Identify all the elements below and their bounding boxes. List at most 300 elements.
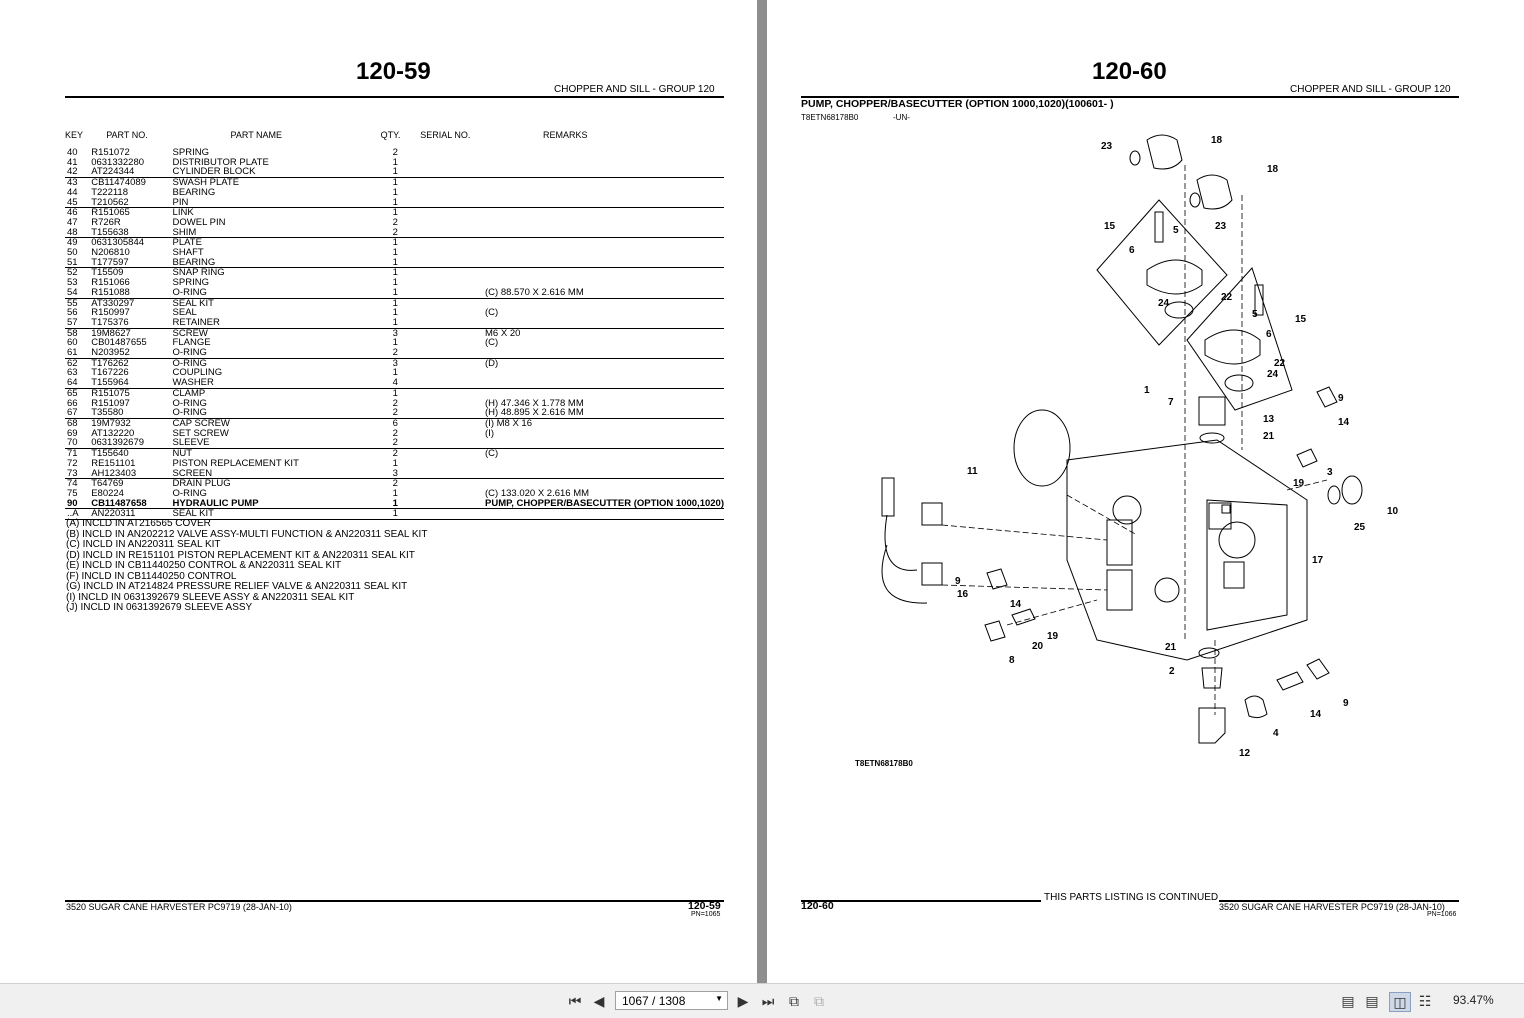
elbow-fitting-top: [1147, 135, 1182, 169]
cell-serial: [420, 308, 485, 318]
cell-part-name: SNAP RING: [172, 267, 225, 279]
col-partno-header: PART NO.: [106, 130, 148, 140]
figure-ref-un: -UN-: [893, 113, 910, 122]
cell-remarks: [485, 158, 724, 168]
cell-part-no: AT224344: [91, 167, 172, 177]
right-page: [767, 0, 1524, 983]
two-page-continuous-icon[interactable]: ☷: [1418, 992, 1432, 1009]
cell-serial: [420, 499, 485, 509]
cell-part-no: CB11487658: [91, 499, 172, 509]
cell-key: 53: [67, 277, 78, 289]
table-row: [65, 167, 724, 177]
cell-qty: 1: [392, 177, 398, 189]
footnote: (C) INCLD IN AN220311 SEAL KIT: [66, 539, 221, 550]
cell-key: 70: [65, 438, 91, 448]
cell-key: 65: [67, 387, 78, 399]
cell-key: 60: [67, 337, 78, 349]
footer-page-number: 120-60: [801, 900, 834, 912]
exploded-parts-diagram: [767, 0, 1524, 983]
cell-remarks: [485, 268, 724, 278]
callout-label: 23: [1101, 141, 1113, 152]
callout-label: 18: [1211, 135, 1223, 146]
cell-part-name: CYLINDER BLOCK: [173, 167, 381, 177]
cell-part-name: SCREEN: [173, 469, 381, 479]
prev-page-icon[interactable]: ◀: [593, 992, 605, 1009]
table-row: [65, 198, 724, 208]
figure-ref-code: T8ETN68178B0: [801, 113, 859, 122]
cell-part-no: N206810: [91, 247, 130, 259]
cell-key: 47: [67, 216, 78, 228]
cell-qty: 2: [381, 408, 421, 418]
cell-serial: [420, 228, 485, 238]
cell-serial: [420, 248, 485, 258]
first-page-icon[interactable]: ⏮: [568, 992, 582, 1009]
callout-label: 5: [1173, 225, 1179, 236]
cell-qty: 3: [392, 327, 398, 339]
cell-part-no: AH123403: [91, 469, 172, 479]
callout-label: 3: [1327, 467, 1333, 478]
cell-part-no: R151065: [91, 207, 130, 219]
cell-remarks: (H) 47.346 X 1.778 MM: [485, 397, 584, 409]
cell-serial: [420, 188, 485, 198]
page-gap: [757, 0, 767, 983]
cell-serial: [420, 378, 485, 388]
callout-label: 20: [1032, 641, 1044, 652]
cell-part-name: SEAL KIT: [172, 297, 214, 309]
group-title: CHOPPER AND SILL - GROUP 120: [1290, 84, 1451, 95]
cell-remarks: [485, 378, 724, 388]
callout-label: 14: [1338, 417, 1350, 428]
cell-serial: [420, 489, 485, 499]
cell-remarks: [485, 438, 724, 448]
footer-pn: PN=1065: [691, 911, 721, 918]
viewer-toolbar: [0, 983, 1524, 1018]
figure-title: PUMP, CHOPPER/BASECUTTER (OPTION 1000,1020)(100601- ): [801, 98, 1114, 110]
cell-key: 66: [67, 397, 78, 409]
footnote: (D) INCLD IN RE151101 PISTON REPLACEMENT KIT & AN220311 SEAL KIT: [66, 549, 415, 561]
cell-part-no: T175376: [91, 318, 172, 328]
cell-qty: 1: [381, 167, 421, 177]
cell-key: ..A: [65, 509, 91, 520]
cell-key: 57: [65, 318, 91, 328]
table-row: [65, 288, 724, 298]
footnotes: [66, 519, 427, 614]
cell-remarks: (H) 48.895 X 2.616 MM: [485, 408, 724, 418]
cell-part-no: 0631332280: [91, 156, 145, 168]
header-rule: [65, 96, 724, 98]
cell-serial: [420, 208, 485, 218]
cell-remarks: (I): [485, 427, 494, 439]
cell-key: 49: [67, 237, 78, 249]
cell-key: 74: [67, 478, 78, 490]
cell-serial: [420, 479, 485, 489]
cell-qty: 2: [392, 448, 398, 460]
cell-key: 68: [67, 417, 78, 429]
callout-label: 6: [1266, 329, 1272, 340]
cell-qty: 1: [392, 337, 398, 349]
cell-qty: 1: [392, 387, 398, 399]
cell-remarks: [485, 298, 724, 308]
callout-label: 6: [1129, 245, 1135, 256]
cell-remarks: (D): [485, 357, 499, 369]
footnote: (E) INCLD IN CB11440250 CONTROL & AN220311 SEAL KIT: [66, 560, 342, 571]
cell-part-no: R150997: [91, 307, 130, 319]
footnote: (B) INCLD IN AN202212 VALVE ASSY-MULTI FUNCTION & AN220311 SEAL KIT: [66, 528, 428, 540]
cell-serial: [420, 238, 485, 248]
callout-label: 13: [1263, 414, 1275, 425]
cell-qty: 1: [381, 509, 421, 520]
cell-remarks: (C) 133.020 X 2.616 MM: [485, 487, 590, 499]
callout-label: 18: [1267, 164, 1279, 175]
cell-key: 75: [67, 487, 78, 499]
cell-qty: 1: [392, 367, 398, 379]
cell-qty: 1: [381, 499, 421, 509]
cell-qty: 1: [392, 207, 398, 219]
cell-remarks: [485, 228, 724, 238]
cell-part-name: O-RING: [173, 348, 381, 358]
cell-qty: 1: [392, 487, 398, 499]
flange-detail-frame-2: [1187, 268, 1292, 410]
cell-remarks: [485, 459, 724, 469]
cell-key: 58: [67, 327, 78, 339]
parts-table: [65, 130, 724, 520]
cell-part-name: O-RING: [172, 397, 207, 409]
cell-serial: [420, 399, 485, 409]
table-row: [65, 499, 724, 509]
footer-page-number: 120-59: [688, 900, 721, 912]
cell-part-no: R726R: [91, 216, 121, 228]
group-title: CHOPPER AND SILL - GROUP 120: [554, 84, 715, 95]
paste-page-icon[interactable]: ⧉: [814, 992, 824, 1009]
cell-part-no: T210562: [91, 198, 172, 208]
footnote: (I) INCLD IN 0631392679 SLEEVE ASSY & AN220311 SEAL KIT: [66, 591, 355, 603]
col-remarks-header: REMARKS: [543, 130, 588, 140]
page-number-select[interactable]: [615, 991, 728, 1010]
cell-part-no: 0631305844: [91, 237, 145, 249]
table-row: [65, 318, 724, 328]
cell-part-no: N203952: [91, 348, 172, 358]
two-page-view-icon[interactable]: ◫: [1389, 992, 1411, 1012]
cell-serial: [420, 388, 485, 398]
callout-label: 21: [1165, 642, 1177, 653]
cell-qty: 1: [381, 198, 421, 208]
cell-part-no: AN220311: [91, 509, 172, 520]
cell-part-no: T155964: [91, 378, 172, 388]
cell-serial: [420, 358, 485, 368]
cell-part-no: T35580: [91, 408, 172, 418]
callout-label: 19: [1047, 631, 1059, 642]
cell-part-no: CB11474089: [91, 177, 146, 189]
cell-serial: [420, 218, 485, 228]
cell-key: 69: [67, 427, 78, 439]
cell-key: 90: [65, 499, 91, 509]
elbow-fitting-2: [1197, 175, 1232, 209]
callout-label: 24: [1267, 369, 1279, 380]
cell-serial: [420, 449, 485, 459]
callout-label: 9: [955, 576, 961, 587]
callout-label: 4: [1273, 728, 1279, 739]
cell-serial: [420, 459, 485, 469]
cell-key: 73: [65, 469, 91, 479]
cell-part-name: COUPLING: [172, 367, 223, 379]
cell-qty: 2: [381, 438, 421, 448]
cell-serial: [420, 198, 485, 208]
zoom-level[interactable]: 93.47%: [1453, 993, 1494, 1007]
cell-key: 52: [67, 267, 78, 279]
table-row: [65, 378, 724, 388]
cell-qty: 1: [381, 258, 421, 268]
cell-serial: [420, 418, 485, 428]
cell-serial: [420, 328, 485, 338]
cell-part-no: AT330297: [91, 297, 135, 309]
cell-serial: [420, 408, 485, 418]
cell-remarks: [485, 148, 724, 158]
cell-serial: [420, 429, 485, 439]
cell-part-no: T15509: [91, 267, 124, 279]
cell-remarks: [485, 248, 724, 258]
cell-qty: 1: [392, 297, 398, 309]
cell-remarks: [485, 509, 724, 520]
cell-serial: [420, 338, 485, 348]
cell-serial: [420, 167, 485, 177]
cell-qty: 2: [392, 397, 398, 409]
cell-key: 50: [67, 247, 78, 259]
cell-qty: 1: [381, 318, 421, 328]
cell-serial: [420, 148, 485, 158]
cell-serial: [420, 509, 485, 520]
cell-key: 56: [67, 307, 78, 319]
cell-serial: [420, 278, 485, 288]
cell-qty: 1: [392, 247, 398, 259]
cell-qty: 2: [381, 348, 421, 358]
table-row: [65, 408, 724, 418]
cell-qty: 2: [392, 478, 398, 490]
table-row: [65, 228, 724, 238]
cell-part-no: RE151101: [91, 457, 136, 469]
cell-part-no: R151072: [91, 147, 130, 158]
callout-label: 9: [1338, 393, 1344, 404]
cell-serial: [420, 469, 485, 479]
callout-label: 14: [1310, 709, 1322, 720]
callout-label: 15: [1104, 221, 1116, 232]
callout-label: 12: [1239, 748, 1251, 759]
footer-text: 3520 SUGAR CANE HARVESTER PC9719 (28-JAN-10): [66, 902, 292, 912]
cell-remarks: (C): [485, 307, 499, 319]
cell-part-name: O-RING: [173, 288, 381, 298]
cell-remarks: [485, 198, 724, 208]
cell-part-no: R151075: [91, 387, 130, 399]
cell-serial: [420, 438, 485, 448]
cell-key: 61: [65, 348, 91, 358]
cell-serial: [420, 298, 485, 308]
figure-code: T8ETN68178B0: [855, 759, 913, 768]
callout-label: 9: [1343, 698, 1349, 709]
cell-remarks: (C): [485, 337, 499, 349]
cell-part-no: R151097: [91, 397, 130, 409]
table-row: [65, 348, 724, 358]
cell-part-no: R151088: [91, 288, 172, 298]
callout-label: 22: [1221, 292, 1233, 303]
cell-key: 45: [65, 198, 91, 208]
cell-qty: 6: [392, 417, 398, 429]
cell-remarks: [485, 348, 724, 358]
cell-remarks: [485, 238, 724, 248]
cell-qty: 1: [392, 267, 398, 279]
cell-part-name: SCREW: [172, 327, 208, 339]
footnote: (F) INCLD IN CB11440250 CONTROL: [66, 570, 237, 582]
cell-part-name: PISTON REPLACEMENT KIT: [172, 457, 299, 469]
cell-part-no: E80224: [91, 487, 124, 499]
table-row: [65, 438, 724, 448]
cell-part-name: WASHER: [173, 378, 381, 388]
cell-key: 55: [67, 297, 78, 309]
cell-qty: 1: [392, 237, 398, 249]
cell-serial: [420, 368, 485, 378]
cell-part-name: HYDRAULIC PUMP: [173, 499, 381, 509]
cell-serial: [420, 318, 485, 328]
cell-remarks: [485, 178, 724, 188]
cell-remarks: [485, 208, 724, 218]
cell-part-name: SPRING: [172, 147, 209, 158]
cell-part-name: CAP SCREW: [172, 417, 230, 429]
cell-remarks: [485, 188, 724, 198]
cell-qty: 2: [392, 147, 398, 158]
cell-remarks: PUMP, CHOPPER/BASECUTTER (OPTION 1000,1020): [485, 497, 724, 509]
callout-label: 22: [1274, 358, 1286, 369]
cell-qty: 2: [381, 228, 421, 238]
cell-part-name: BEARING: [172, 186, 216, 198]
callout-label: 14: [1010, 599, 1022, 610]
cell-qty: 2: [392, 427, 398, 439]
continued-note: THIS PARTS LISTING IS CONTINUED: [1044, 892, 1219, 903]
cell-remarks: (C): [485, 448, 499, 460]
cell-qty: 2: [392, 216, 398, 228]
cell-key: 42: [65, 167, 91, 177]
cell-part-name: SPRING: [172, 277, 209, 289]
cell-part-name: SEAL KIT: [173, 509, 381, 520]
table-row: [65, 258, 724, 268]
next-page-icon[interactable]: ▶: [737, 992, 749, 1009]
callout-label: 21: [1263, 431, 1275, 442]
cell-qty: 1: [392, 156, 398, 168]
cell-key: 63: [67, 367, 78, 379]
callout-label: 10: [1387, 506, 1399, 517]
cell-serial: [420, 348, 485, 358]
cell-qty: 3: [392, 357, 398, 369]
single-page-view-icon[interactable]: ▤: [1341, 992, 1355, 1009]
col-serial-header: SERIAL NO.: [420, 130, 471, 140]
cell-key: 71: [67, 448, 78, 460]
cell-remarks: [485, 368, 724, 378]
footnote: (J) INCLD IN 0631392679 SLEEVE ASSY: [66, 602, 253, 613]
cell-remarks: [485, 318, 724, 328]
footer-rule-left: [801, 900, 1041, 902]
chevron-down-icon: ▼: [715, 994, 723, 1003]
cell-key: 43: [67, 177, 78, 189]
callout-label: 11: [967, 466, 978, 477]
table-header-row: [65, 130, 724, 148]
cell-part-no: T167226: [91, 367, 129, 379]
cell-part-name: FLANGE: [172, 337, 211, 349]
footer-pn: PN=1066: [1427, 911, 1457, 918]
cell-part-no: T155640: [91, 448, 129, 460]
cell-part-no: T222118: [91, 186, 129, 198]
cell-qty: 3: [381, 469, 421, 479]
cell-part-no: CB01487655: [91, 337, 147, 349]
cell-part-no: R151066: [91, 277, 130, 289]
cell-qty: 1: [392, 307, 398, 319]
col-qty-header: QTY.: [380, 130, 401, 140]
cell-part-name: SEAL: [172, 307, 197, 319]
cell-qty: 4: [381, 378, 421, 388]
callout-label: 16: [957, 589, 969, 600]
cell-part-name: SHIM: [173, 228, 381, 238]
callout-label: 24: [1158, 298, 1170, 309]
footnote: (G) INCLD IN AT214824 PRESSURE RELIEF VALVE & AN220311 SEAL KIT: [66, 581, 408, 592]
cell-part-name: SWASH PLATE: [172, 177, 240, 189]
flange-detail-frame-1: [1097, 200, 1227, 345]
cell-remarks: M6 X 20: [485, 327, 521, 339]
table-row: [65, 469, 724, 479]
col-key-header: KEY: [65, 130, 84, 140]
col-partname-header: PART NAME: [230, 130, 283, 140]
cell-part-no: T176262: [91, 357, 129, 369]
cell-part-no: T155638: [91, 228, 172, 238]
cell-key: 67: [65, 408, 91, 418]
cell-serial: [420, 258, 485, 268]
cell-qty: 1: [392, 277, 398, 289]
cell-key: 41: [67, 156, 78, 168]
cell-part-name: RETAINER: [173, 318, 381, 328]
copy-page-icon[interactable]: ⧉: [789, 992, 799, 1009]
cell-remarks: [485, 258, 724, 268]
cell-key: 64: [65, 378, 91, 388]
cell-key: 46: [67, 207, 78, 219]
cell-remarks: (C) 88.570 X 2.616 MM: [485, 288, 724, 298]
cell-part-name: SET SCREW: [172, 427, 229, 439]
large-oring: [1014, 410, 1070, 486]
cell-key: 54: [65, 288, 91, 298]
cell-part-name: SHAFT: [172, 247, 204, 259]
cell-serial: [420, 178, 485, 188]
callout-label: 17: [1312, 555, 1324, 566]
callout-label: 23: [1215, 221, 1227, 232]
callout-label: 1: [1144, 385, 1150, 396]
page-number: 120-59: [356, 58, 431, 85]
cell-remarks: (I) M8 X 16: [485, 417, 533, 429]
footer-text: 3520 SUGAR CANE HARVESTER PC9719 (28-JAN-10): [1219, 902, 1445, 912]
cell-serial: [420, 268, 485, 278]
cell-part-name: DOWEL PIN: [172, 216, 226, 228]
page-indicator: 1067 / 1308: [622, 993, 686, 1008]
left-page: [0, 0, 757, 983]
cell-key: 62: [67, 357, 78, 369]
callout-label: 15: [1295, 314, 1307, 325]
callout-label: 19: [1293, 478, 1305, 489]
callout-label: 5: [1252, 309, 1258, 320]
callout-label: 25: [1354, 522, 1366, 533]
cell-part-name: NUT: [172, 448, 193, 460]
cell-part-name: O-RING: [173, 408, 381, 418]
cell-part-name: BEARING: [173, 258, 381, 268]
callout-label: 7: [1168, 397, 1174, 408]
last-page-icon[interactable]: ⏭: [761, 992, 775, 1009]
cell-qty: 1: [381, 288, 421, 298]
cell-key: 51: [65, 258, 91, 268]
continuous-view-icon[interactable]: ▤: [1365, 992, 1379, 1009]
cell-part-name: PLATE: [172, 237, 202, 249]
cell-key: 48: [65, 228, 91, 238]
